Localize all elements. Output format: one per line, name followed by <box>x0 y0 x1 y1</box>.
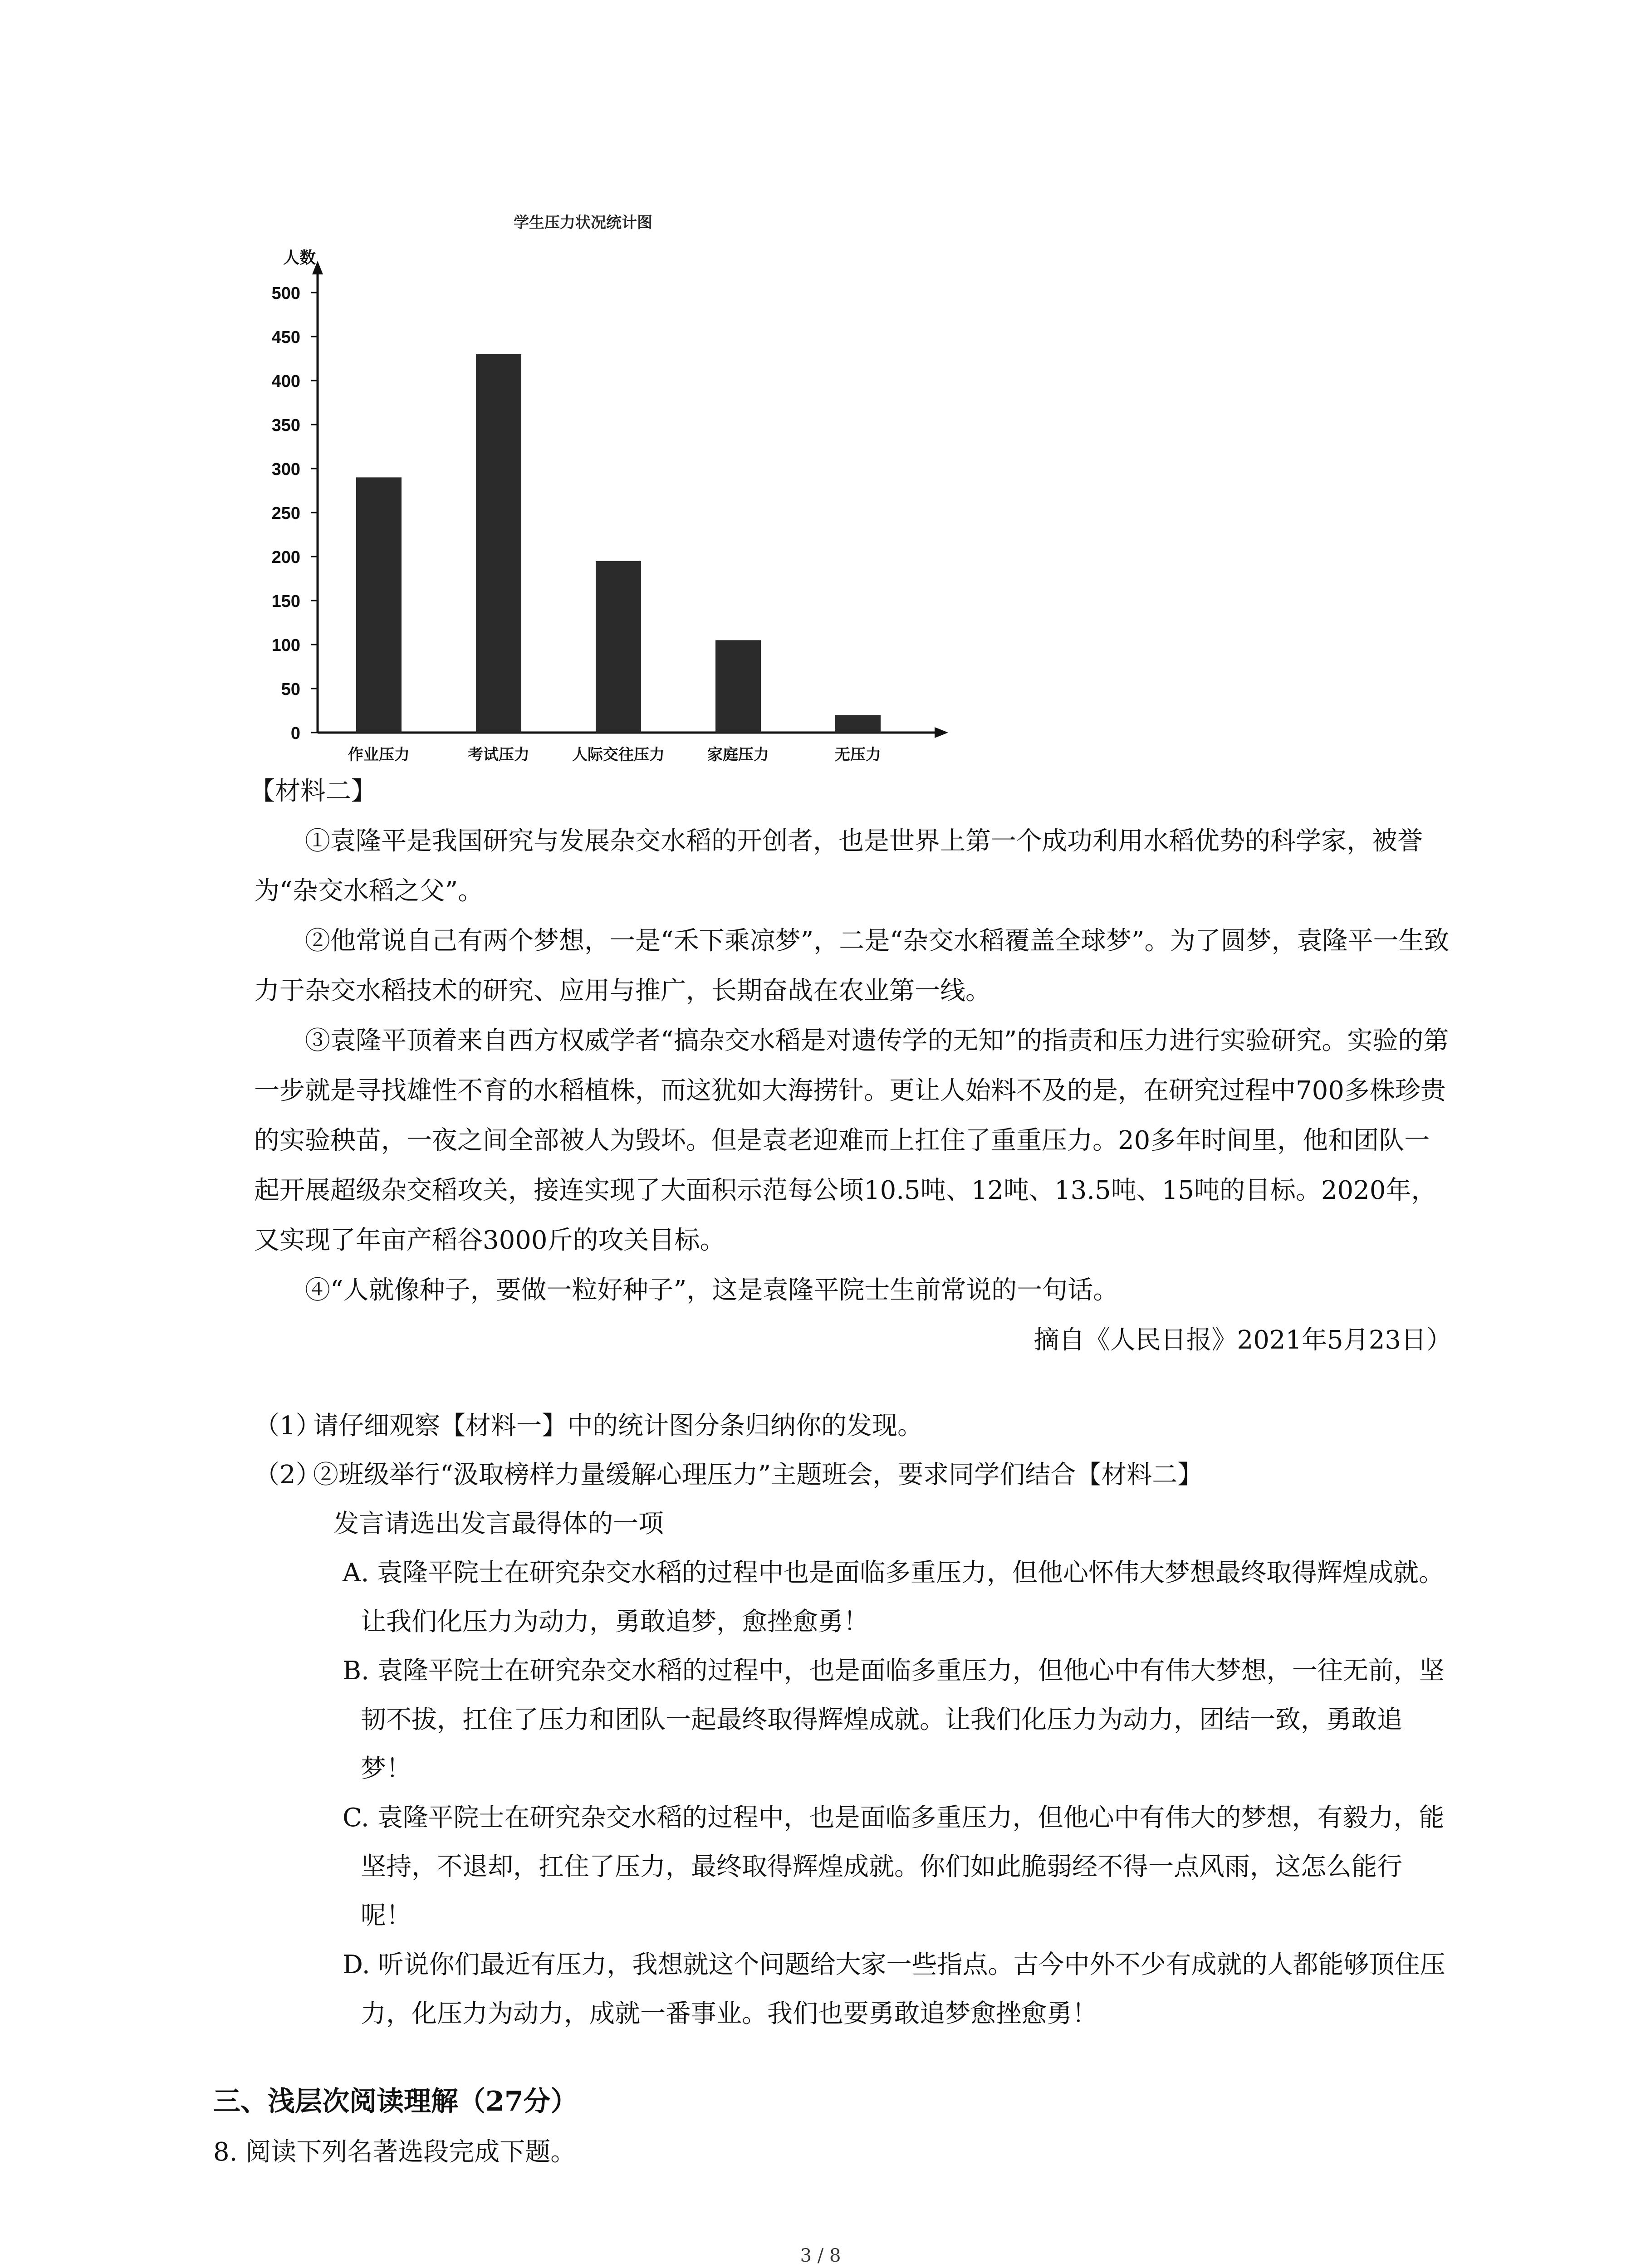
chart-x-labels <box>348 746 881 763</box>
question-2 <box>254 1451 1452 1500</box>
material-two-heading: 【材料二】 <box>250 777 377 806</box>
page-number: 3 / 8 <box>800 2245 841 2266</box>
chart-y-tick-label: 250 <box>271 504 300 523</box>
material-two-paragraph: ①袁隆平是我国研究与发展杂交水稻的开创者，也是世界上第一个成功利用水稻优势的科学家，被誉为“杂交水稻之父”。 <box>254 826 1423 906</box>
question-1 <box>254 1402 1452 1451</box>
chart-canvas <box>254 200 957 785</box>
material-two-paragraph: ②他常说自己有两个梦想，一是“禾下乘凉梦”，二是“杂交水稻覆盖全球梦”。为了圆梦，袁隆平一生致力于杂交水稻技术的研究、应用与推广，长期奋战在农业第一线。 <box>254 926 1450 1006</box>
chart-title: 学生压力状况统计图 <box>514 214 652 231</box>
source-citation: 摘自《人民日报》2021年5月23日） <box>1034 1325 1452 1355</box>
chart-y-tick-label: 100 <box>271 636 300 655</box>
chart-y-tick-label: 500 <box>271 284 300 303</box>
chart-y-tick-label: 350 <box>271 416 300 435</box>
chart-y-tick-label: 400 <box>271 372 300 391</box>
question-1-number: （1） <box>254 1411 321 1441</box>
material-two-paragraph: ④“人就像种子，要做一粒好种子”，这是袁隆平院士生前常说的一句话。 <box>305 1276 1119 1305</box>
chart-x-tick-label: 作业压力 <box>348 746 410 763</box>
chart-x-tick-label: 家庭压力 <box>707 746 769 763</box>
chart-bar <box>596 561 641 733</box>
question-2-number: （2） <box>254 1460 321 1490</box>
chart-bars <box>356 354 881 733</box>
chart-y-tick-label: 150 <box>271 592 300 611</box>
chart-y-tick-label: 450 <box>271 328 300 347</box>
material-two <box>250 767 1452 1365</box>
chart-bar <box>356 477 402 733</box>
chart-x-axis-arrow <box>935 727 948 738</box>
chart-x-tick-label: 无压力 <box>835 746 881 763</box>
chart-y-ticks <box>272 284 318 743</box>
chart-bar <box>835 715 881 733</box>
option-a: A. 袁隆平院士在研究杂交水稻的过程中也是面临多重压力，但他心怀伟大梦想最终取得辉煌成就。让我们化压力为动力，勇敢追梦，愈挫愈勇！ <box>343 1558 1445 1637</box>
chart-y-axis-label: 人数 <box>283 248 316 267</box>
option-d: D. 听说你们最近有压力，我想就这个问题给大家一些指点。古今中外不少有成就的人都能够顶住压力，化压力为动力，成就一番事业。我们也要勇敢追梦愈挫愈勇！ <box>343 1950 1445 2028</box>
chart-y-tick-label: 0 <box>290 724 300 743</box>
question-1-text: 请仔细观察【材料一】中的统计图分条归纳你的发现。 <box>313 1411 923 1441</box>
chart-y-tick-label: 300 <box>271 460 300 479</box>
option-c: C. 袁隆平院士在研究杂交水稻的过程中，也是面临多重压力，但他心中有伟大的梦想，有毅力，能坚持，不退却，扛住了压力，最终取得辉煌成就。你们如此脆弱经不得一点风雨，这怎么能行呢！ <box>343 1803 1445 1931</box>
chart-bar <box>476 354 521 733</box>
option-b: B. 袁隆平院士在研究杂交水稻的过程中，也是面临多重压力，但他心中有伟大梦想，一往无前，坚韧不拔，扛住了压力和团队一起最终取得辉煌成就。让我们化压力为动力，团结一致，勇敢追梦！ <box>343 1656 1445 1784</box>
material-two-paragraph: ③袁隆平顶着来自西方权威学者“搞杂交水稻是对遗传学的无知”的指责和压力进行实验研究。实验的第一步就是寻找雄性不育的水稻植株，而这犹如大海捞针。更让人始料不及的是，在研究过程中700多株珍贵的实验秧苗，一夜之间全部被人为毁坏。但是袁老迎难而上扛住了重重压力。20多年时间里，他和团队一起开展超级杂交稻攻关，接连实现了大面积示范每公顷10.5吨、12吨、13.5吨、15吨的目标。2020年，又实现了年亩产稻谷3000斤的攻关目标。 <box>254 1026 1449 1255</box>
section-three-heading: 三、浅层次阅读理解（27分） <box>213 2086 578 2117</box>
stress-bar-chart <box>254 200 957 785</box>
chart-y-tick-label: 50 <box>281 680 300 699</box>
chart-bar <box>715 640 761 733</box>
questions <box>254 1402 1452 2038</box>
item-8-instruction: 8. 阅读下列名著选段完成下题。 <box>213 2137 576 2167</box>
question-2-text: ②班级举行“汲取榜样力量缓解心理压力”主题班会，要求同学们结合【材料二】 <box>313 1460 1203 1490</box>
question-2-text-cont: 发言请选出发言最得体的一项 <box>333 1509 664 1539</box>
chart-y-tick-label: 200 <box>271 548 300 567</box>
chart-x-tick-label: 人际交往压力 <box>572 746 665 763</box>
chart-x-tick-label: 考试压力 <box>468 746 529 763</box>
